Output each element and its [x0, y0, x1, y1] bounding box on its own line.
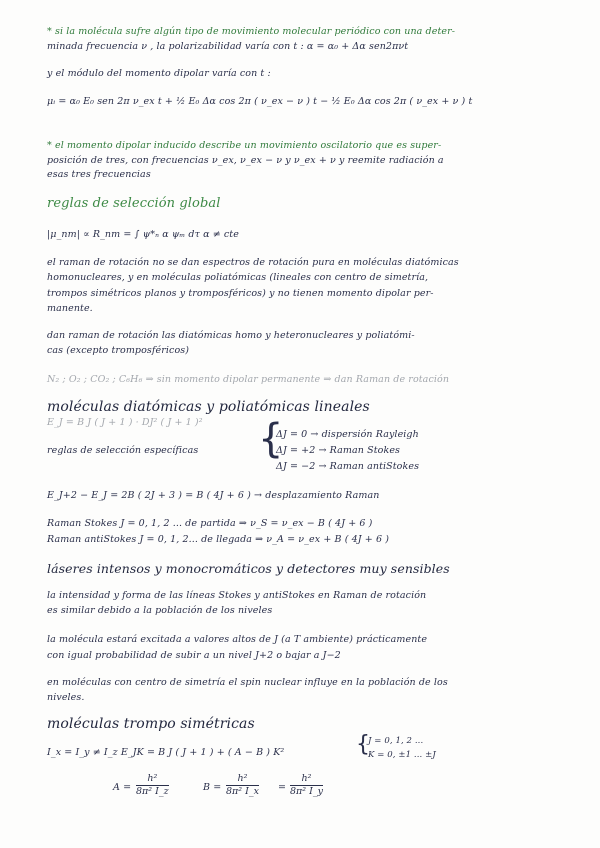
text-line: manente.: [47, 303, 93, 314]
condition-line: K = 0, ±1 ... ±J: [368, 750, 436, 760]
text-line: dan raman de rotación las diatómicas homo y heteronucleares y poliatómi-: [47, 330, 415, 341]
text-line: niveles.: [47, 692, 85, 703]
text-line: Raman Stokes J = 0, 1, 2 ... de partida ⇒ ν_S = ν_ex − B ( 4J + 6 ): [47, 518, 373, 529]
text-line: la intensidad y forma de las líneas Stokes y antiStokes en Raman de rotación: [47, 590, 427, 601]
condition-line: J = 0, 1, 2 ...: [368, 736, 424, 746]
text-line: Raman antiStokes J = 0, 1, 2... de llegada ⇒ ν_A = ν_ex + B ( 4J + 6 ): [47, 534, 390, 545]
text-line: homonucleares, y en moléculas poliatómicas (lineales con centro de simetría,: [47, 272, 429, 283]
fraction-numerator: h²: [226, 773, 259, 786]
fraction-c: [290, 773, 323, 798]
equation-raman-shift: E_J+2 − E_J = 2B ( 2J + 3 ) = B ( 4J + 6 ) → desplazamiento Raman: [47, 490, 380, 501]
fraction-numerator: h²: [136, 773, 169, 786]
brace-symbol: {: [356, 732, 370, 757]
selection-rule: ΔJ = −2 → Raman antiStokes: [276, 461, 420, 472]
equation-symmetric-top: I_x = I_y ≠ I_z E_JK = B J ( J + 1 ) + ( A − B ) K²: [47, 747, 285, 758]
text-line: cas (excepto tromposféricos): [47, 345, 190, 356]
text-line: posición de tres, con frecuencias ν_ex, ν_ex − ν y ν_ex + ν y reemite radiación a: [47, 155, 444, 166]
equation-transition-moment: |μ_nm| ∝ R_nm = ∫ ψ*ₙ α ψₘ dτ α ≠ cte: [47, 229, 239, 240]
constant-b-label: B =: [203, 782, 222, 793]
section-heading: láseres intensos y monocromáticos y detectores muy sensibles: [47, 561, 450, 576]
text-line: y el módulo del momento dipolar varía con t :: [47, 68, 271, 79]
section-heading: moléculas diatómicas y poliatómicas lineales: [47, 399, 370, 415]
text-line: el raman de rotación no se dan espectros de rotación pura en moléculas diatómicas: [47, 257, 459, 268]
text-line: esas tres frecuencias: [47, 169, 151, 180]
fraction-denominator: 8π² I_x: [226, 786, 259, 797]
equals-sign: =: [278, 782, 287, 793]
text-line: en moléculas con centro de simetría el spin nuclear influye en la población de los: [47, 677, 448, 688]
text-line: es similar debido a la población de los niveles: [47, 605, 273, 616]
text-line: la molécula estará excitada a valores altos de J (a T ambiente) prácticamente: [47, 634, 428, 645]
section-heading: moléculas trompo simétricas: [47, 716, 255, 732]
text-line: trompos simétricos planos y tromposféricos) y no tienen momento dipolar per-: [47, 288, 434, 299]
text-line: * el momento dipolar inducido describe un movimiento oscilatorio que es super-: [47, 140, 442, 151]
text-line: con igual probabilidad de subir a un nivel J+2 o bajar a J−2: [47, 650, 341, 661]
brace-symbol: {: [258, 416, 284, 462]
fraction-denominator: 8π² I_y: [290, 786, 323, 797]
constant-a-label: A =: [113, 782, 132, 793]
fraction-denominator: 8π² I_z: [136, 786, 169, 797]
text-line: minada frecuencia ν , la polarizabilidad varía con t : α = α₀ + Δα sen2πνt: [47, 41, 409, 52]
selection-rule: ΔJ = +2 → Raman Stokes: [276, 445, 401, 456]
fraction-a: [136, 773, 169, 798]
section-heading: reglas de selección global: [47, 196, 221, 211]
equation-energy-levels: E_J = B J ( J + 1 ) · DJ² ( J + 1 )²: [47, 417, 203, 428]
equation-dipole: μᵢ = α₀ E₀ sen 2π ν_ex t + ½ E₀ Δα cos 2π ( ν_ex − ν ) t − ½ E₀ Δα cos 2π ( ν_ex + ν ) t: [47, 96, 473, 107]
fraction-numerator: h²: [290, 773, 323, 786]
text-line-faded: N₂ ; O₂ ; CO₂ ; C₆H₆ ⇒ sin momento dipolar permanente ⇒ dan Raman de rotación: [47, 374, 450, 385]
text-line: * si la molécula sufre algún tipo de movimiento molecular periódico con una deter-: [47, 26, 456, 37]
text-line: reglas de selección específicas: [47, 445, 199, 456]
selection-rule: ΔJ = 0 → dispersión Rayleigh: [276, 429, 419, 440]
fraction-b: [226, 773, 259, 798]
